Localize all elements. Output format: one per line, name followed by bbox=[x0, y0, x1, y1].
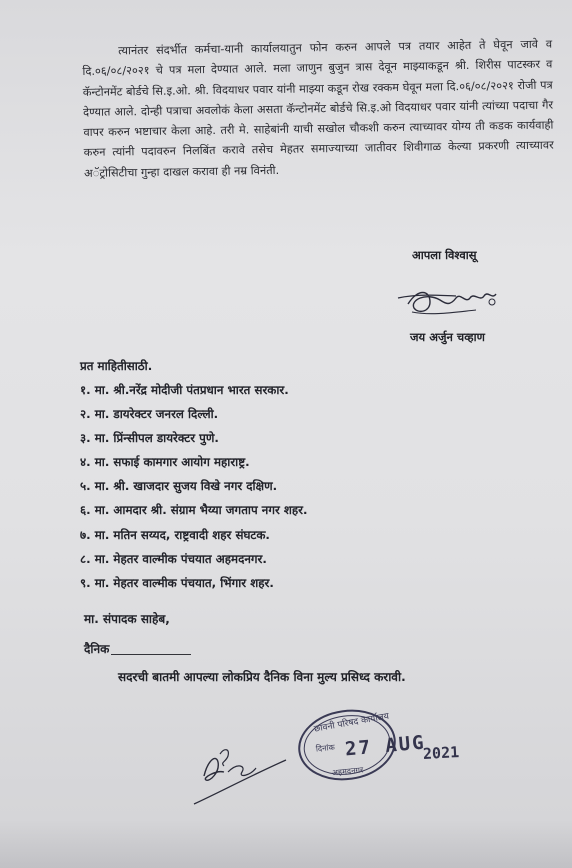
svg-text:छावनी परिषद कार्यालय: छावनी परिषद कार्यालय bbox=[313, 711, 390, 735]
cc-heading: प्रत माहितीसाठी. bbox=[80, 359, 153, 373]
cc-list-item: २. मा. डायरेक्टर जनरल दिल्ली. bbox=[80, 407, 219, 422]
cc-list-item: ३. मा. प्रिंन्सीपल डायरेक्टर पुणे. bbox=[80, 431, 219, 446]
cc-list-item: १. मा. श्री.नरेंद्र मोदीजी पंतप्रधान भारत सरकार. bbox=[80, 383, 289, 397]
daily-line bbox=[84, 640, 191, 657]
cc-list bbox=[80, 380, 308, 597]
body-paragraph-text: त्यानंतर संदर्भीत कर्मचा-यानी कार्यालयातुन फोन करुन आपले पत्र तयार आहेत ते घेवून जावे व दि.०६/०८/२०२१ चे पत्र मला देण्यात आले. मला जाणुन बुजुन त्रास देवून माझ्याकडून श्री. शिरीस पाटस्कर व कॅन्टोनमेंट बोर्डचे सि.इ.ओ. श्री. विदयाधर पवार यांनी माझ्या कडून रोख रक्कम घेवून मला दि.०६/०८/२०२१ रोजी पत्र देण्यात आले. दोन्ही पत्राचा अवलोकं केला असता कॅन्टोनमेंट बोर्डचे सि.इ.ओ विदयाधर पवार यांनी त्यांच्या पदाचा गैर वापर करुन भष्टाचार केला आहे. तरी मे. साहेबांनी याची सखोल चौकशी करुन त्याच्यावर योग्य ती कडक कार्यवाही करुन त्यांनी पदावरुन निलबिंत करावे तसेच मेहतर समाज्याच्या जातीवर शिवीगाळ केल्या प्रकरणी त्याच्यावर अॅट्रोसिटीचा गुन्हा दाखल करावा ही नम्र विनंती. bbox=[82, 37, 554, 180]
publish-request: सदरची बातमी आपल्या लोकप्रिय दैनिक विना मुल्य प्रसिध्द करावी. bbox=[118, 670, 406, 684]
cc-list-item: ४. मा. सफाई कामगार आयोग महाराष्ट्र. bbox=[80, 455, 250, 470]
svg-text:अहमदनगर: अहमदनगर bbox=[331, 765, 364, 778]
cc-list-item: ६. मा. आमदार श्री. संग्राम भैय्या जगताप नगर शहर. bbox=[80, 503, 308, 518]
closing-salutation: आपला विश्वासू bbox=[412, 248, 477, 262]
stamp-date: 27 AUG bbox=[344, 731, 427, 761]
cc-list-item: ९. मा. मेहतर वाल्मीक पंचयात, भिंगार शहर. bbox=[80, 575, 274, 590]
body-paragraph bbox=[82, 35, 554, 184]
daily-blank-line bbox=[111, 654, 191, 655]
received-initials-image bbox=[190, 732, 290, 812]
daily-label: दैनिक bbox=[84, 642, 110, 656]
editor-salutation: मा. संपादक साहेब, bbox=[84, 612, 170, 626]
signer-name: जय अर्जुन चव्हाण bbox=[410, 330, 485, 344]
cc-list-item: ५. मा. श्री. खाजदार सुजय विखे नगर दक्षिण. bbox=[80, 479, 278, 494]
page-bottom-shadow bbox=[0, 820, 572, 868]
cc-list-item: ८. मा. मेहतर वाल्मीक पंचयात अहमदनगर. bbox=[80, 551, 267, 566]
signature-image bbox=[396, 282, 506, 326]
stamp-year: 2021 bbox=[422, 743, 460, 763]
svg-text:दिनांक: दिनांक bbox=[315, 742, 336, 754]
cc-list-item: ७. मा. मतिन सय्यद, राष्ट्रवादी शहर संघटक. bbox=[80, 527, 270, 542]
